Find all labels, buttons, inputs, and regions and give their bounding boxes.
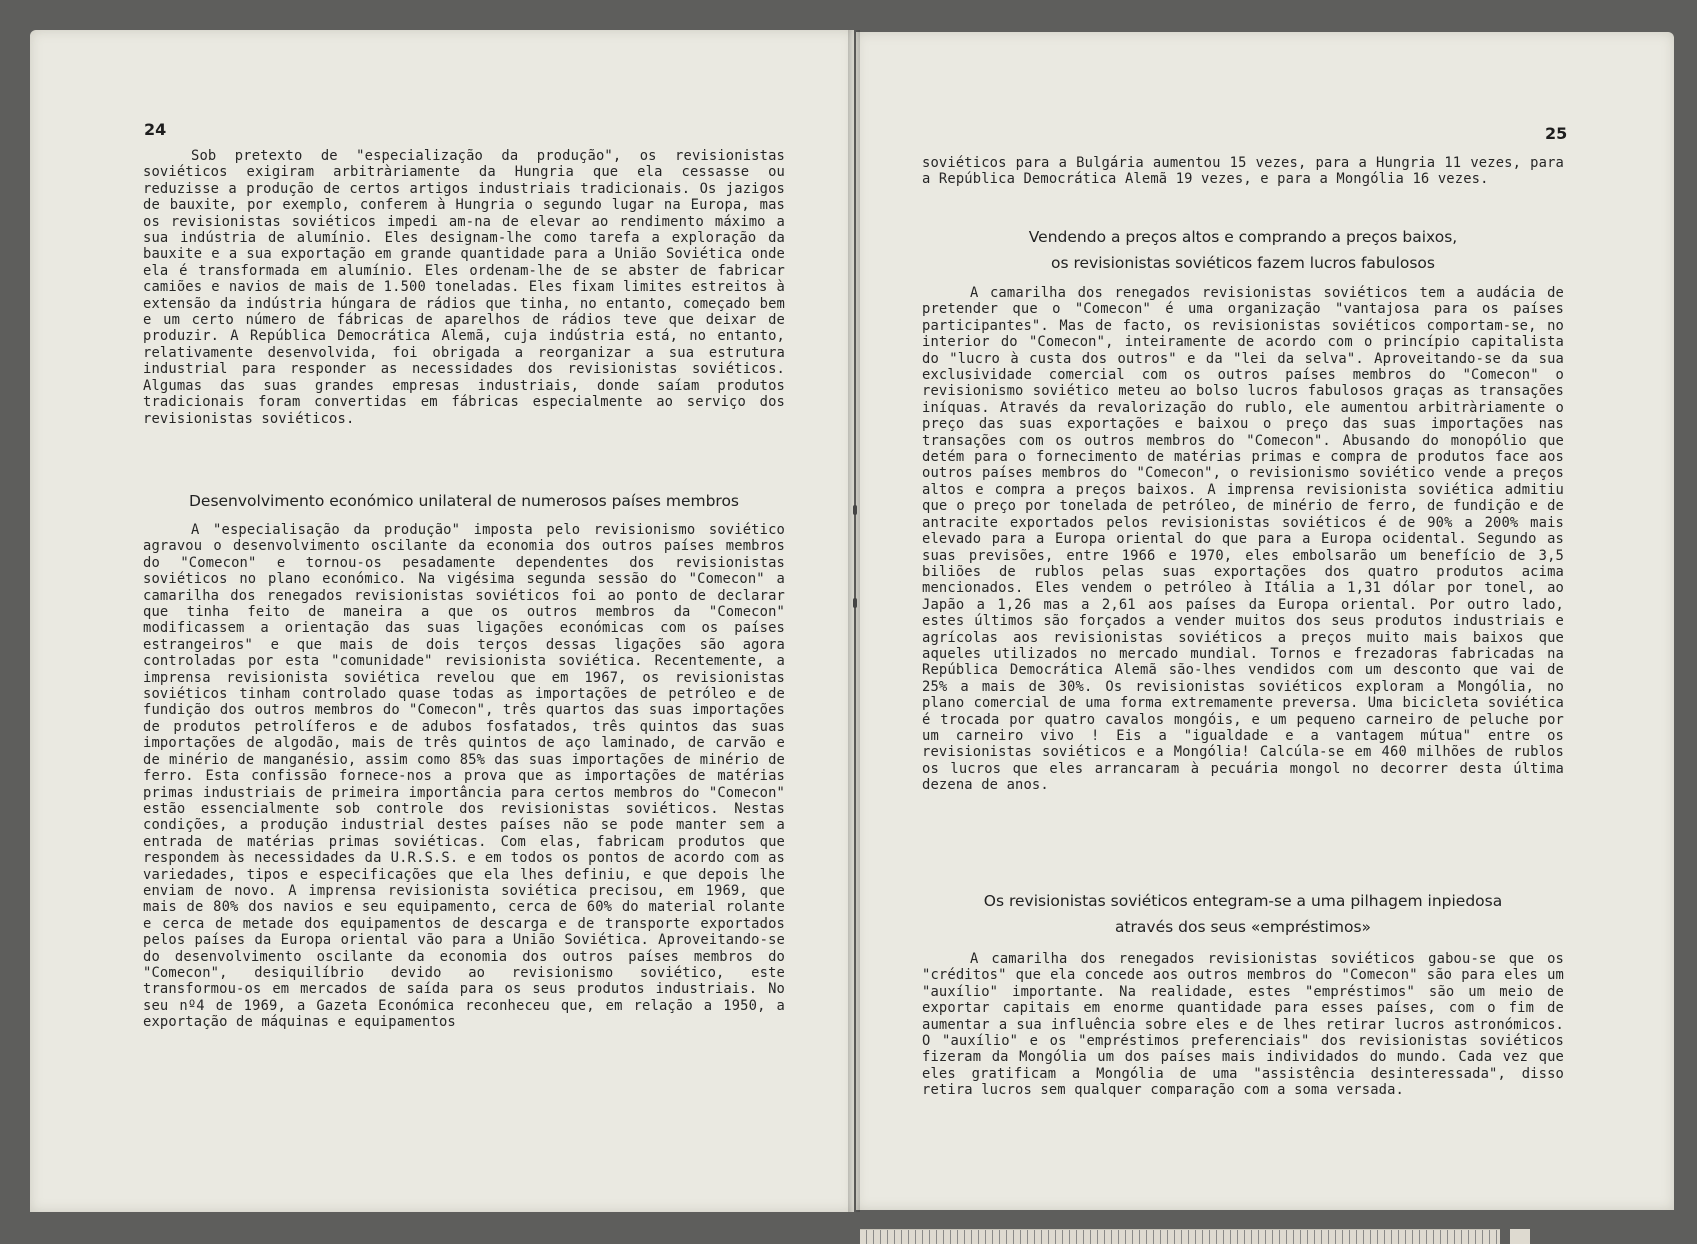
binding-mark-top <box>853 505 857 515</box>
left-paragraph-1-block <box>143 148 785 427</box>
binding-mark-bottom <box>853 598 857 608</box>
right-paragraph-3-block <box>922 951 1564 1099</box>
right-paragraph-1-block <box>922 155 1564 188</box>
left-paragraph-2: A "especialisação da produção" imposta pelo revisionismo soviético agravou o desenvolvimento oscilante da economia dos outros países membros do "Comecon" e tornou-os pesadamente dependentes dos revisionistas soviéticos no plano económico. Na vigésima segunda sessão do "Comecon" a camarilha dos renegados revisionistas soviéticos foi ao ponto de declarar que tinha feito de maneira a que os outros membros da "Comecon" modificassem a orientação das suas ligações económicas com os países estrangeiros" e que mais de dois terços dessas ligações são agora controladas por esta "comunidade" revisionista soviética. Recentemente, a imprensa revisionista soviética revelou que em 1967, os revisionistas soviéticos tinham controlado quase todas as importações de petróleo e de fundição dos outros membros do "Comecon", três quartos das suas importações de produtos petrolíferos e de adubos fosfatados, três quintos das suas importações de algodão, mais de três quintos de aço laminado, de carvão e de minério de manganésio, assim como 85% das suas importações de minério de ferro. Esta confissão fornece-nos a prova que as importações de matérias primas industriais de primeira importância para certos membros do "Comecon" estão essencialmente sob controle dos revisionistas soviéticos. Nestas condições, a produção industrial destes países não se pode manter sem a entrada de matérias primas soviéticas. Com elas, fabricam produtos que respondem às necessidades da U.R.S.S. e em todos os pontos de acordo com as variedades, tipos e especificações que ela lhes definiu, e que depois lhe enviam de novo. A imprensa revisionista soviética precisou, em 1969, que mais de 80% dos navios e seu equipamento, cerca de 60% do material rolante e cerca de metade dos equipamentos de descarga e de transporte exportados pelos países da Europa oriental vão para a União Soviética. Aproveitando-se do desenvolvimento oscilante da economia dos outros países membros do "Comecon", desiquilíbrio devido ao revisionismo soviético, este transformou-os em mercados de saída para os seus produtos industriais. No seu nº4 de 1969, a Gazeta Económica reconheceu que, em relação a 1950, a exportação de máquinas e equipamentos <box>143 522 785 1031</box>
right-heading-1-line-2: os revisionistas soviéticos fazem lucros fabulosos <box>1050 254 1435 272</box>
right-paragraph-1: soviéticos para a Bulgária aumentou 15 vezes, para a Hungria 11 vezes, para a República Democrática Alemã 19 vezes, e para a Mongólia 16 vezes. <box>922 155 1564 188</box>
right-heading-1 <box>922 224 1564 276</box>
left-section-heading: Desenvolvimento económico unilateral de numerosos países membros <box>188 492 740 510</box>
right-paragraph-3: A camarilha dos renegados revisionistas soviéticos gabou-se que os "créditos" que ela concede aos outros membros do "Comecon" são para eles um "auxílio" importante. Na realidade, estes "empréstimos" são um meio de exportar capitais em enorme quantidade para esses países, com o fim de aumentar a sua influência sobre eles e de lhes retirar lucros astronómicos. O "auxílio" e os "empréstimos preferenciais" dos revisionistas soviéticos fizeram da Mongólia um dos países mais individados do mundo. Cada vez que eles gratificam a Mongólia de uma "assistência desinteressada", disso retira lucros sem qualquer comparação com a soma versada. <box>922 951 1564 1099</box>
book-gutter <box>848 30 860 1212</box>
right-heading-2 <box>922 888 1564 940</box>
right-paragraph-2: A camarilha dos renegados revisionistas soviéticos tem a audácia de pretender que o "Comecon" é uma organização "vantajosa para os países participantes". Mas de facto, os revisionistas soviéticos comportam-se, no interior do "Comecon", inteiramente de acordo com o princípio capitalista do "lucro à custa dos outros" e da "lei da selva". Aproveitando-se da sua exclusividade comercial com os outros países membros do "Comecon" o revisionismo soviético meteu ao bolso lucros fabulosos graças as transações iníquas. Através da revalorização do rublo, ele aumentou arbitràriamente o preço das suas exportações e baixou o preço das suas importações nas transações com os outros membros do "Comecon". Abusando do monopólio que detém para o fornecimento de matérias primas e compra de produtos face aos outros países membros do "Comecon", o revisionismo soviético vende a preços altos e compra a preços baixos. A imprensa revisionista soviética admitiu que o preço por tonelada de petróleo, de minério de ferro, de fundição e de antracite exportados pelos revisionistas soviéticos é de 90% a 200% mais elevado para a Europa oriental do que para a Europa ocidental. Segundo as suas previsões, entre 1966 e 1970, eles embolsarão um benefício de 3,5 biliões de rublos pelas suas exportações dos quatro produtos acima mencionados. Eles vendem o petróleo à Itália a 1,31 dólar por tonel, ao Japão a 1,26 mas a 2,61 aos países da Europa oriental. Por outro lado, estes últimos são forçados a vender muitos dos seus produtos industriais e agrícolas aos revisionistas soviéticos a preços muito mais baixos que aqueles utilizados no mercado mundial. Tornos e frezadoras fabricadas na República Democrática Alemã são-lhes vendidos com um desconto que vai de 25% a mais de 30%. Os revisionistas soviéticos exploram a Mongólia, no plano comercial de uma forma extremamente preversa. Uma bicicleta soviética é trocada por quatro cavalos mongóis, e um pequeno carneiro de peluche por um carneiro vivo ! Eis a "igualdade e a vantagem mútua" entre os revisionistas soviéticos e a Mongólia! Calcúla-se em 460 milhões de rublos os lucros que eles arrancaram à pecuária mongol no decorrer desta última dezena de anos. <box>922 285 1564 794</box>
right-paragraph-2-block <box>922 285 1564 794</box>
right-heading-2-line-2: através dos seus «empréstimos» <box>1114 918 1372 936</box>
right-heading-1-line-1: Vendendo a preços altos e comprando a preços baixos, <box>1028 228 1458 246</box>
scan-scale-ruler <box>860 1229 1500 1244</box>
right-heading-2-line-1: Os revisionistas soviéticos entegram-se a uma pilhagem inpiedosa <box>983 892 1503 910</box>
page-number-left: 24 <box>144 120 167 139</box>
left-paragraph-2-block <box>143 522 785 1031</box>
left-paragraph-1: Sob pretexto de "especialização da produção", os revisionistas soviéticos exigiram arbitràriamente da Hungria que ela cessasse ou reduzisse a produção de certos artigos industriais tradicionais. Os jazigos de bauxite, por exemplo, conferem à Hungria o segundo lugar na Europa, mas os revisionistas soviéticos impedi am-na de elevar ao rendimento máximo a sua indústria de alumínio. Eles designam-lhe como tarefa a exploração da bauxite e a sua exportação em grande quantidade para a União Soviética onde ela é transformada em alumínio. Eles ordenam-lhe de se abster de fabricar camiões e navios de mais de 1.500 toneladas. Eles fixam limites estreitos à extensão da indústria húngara de rádios que tinha, no entanto, começado bem e um certo número de fábricas de aparelhos de rádios teve que deixar de produzir. A República Democrática Alemã, cuja indústria está, no entanto, relativamente desenvolvida, foi obrigada a reorganizar a sua estrutura industrial para responder as necessidades dos revisionistas soviéticos. Algumas das suas grandes empresas industriais, donde saíam produtos tradicionais foram convertidas em fábricas especialmente ao serviço dos revisionistas soviéticos. <box>143 148 785 427</box>
scan-scale-ruler-end <box>1510 1229 1530 1244</box>
page-number-right: 25 <box>1545 124 1568 143</box>
